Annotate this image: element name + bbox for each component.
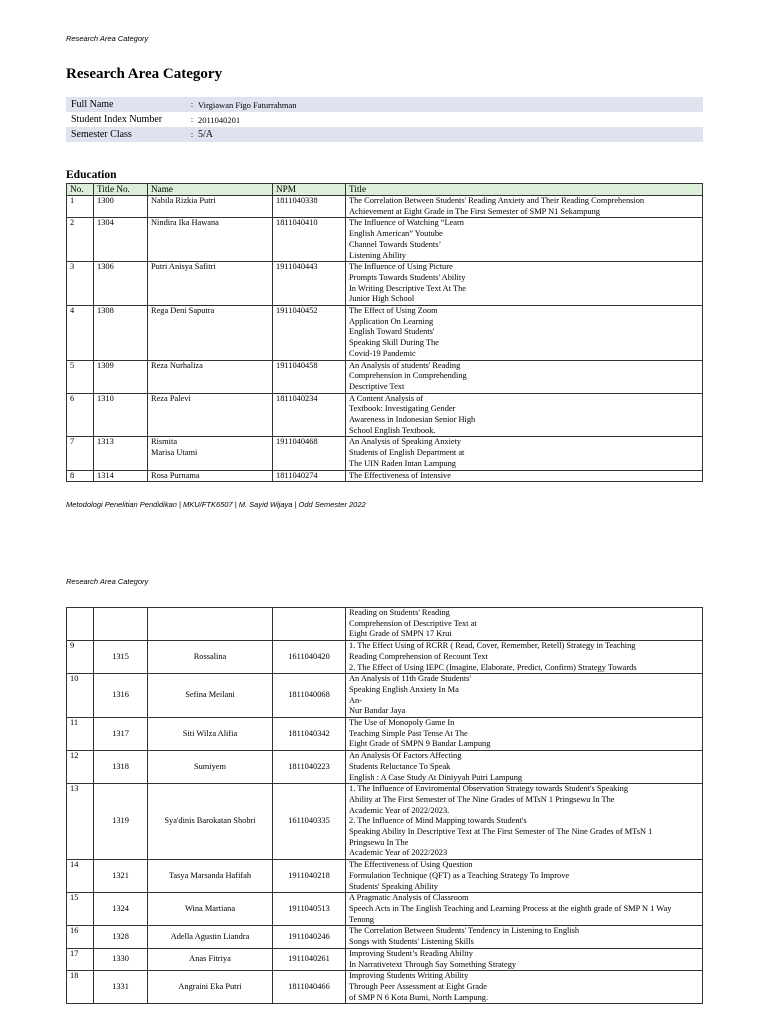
cell-no: 1 [67, 196, 94, 218]
cell-no: 10 [67, 674, 94, 718]
cell-no: 8 [67, 470, 94, 482]
index-row [66, 112, 703, 127]
cell-npm: 1811040342 [273, 718, 346, 751]
cell-title-no [94, 608, 148, 641]
cell-name: Wina Martiana [148, 893, 273, 926]
cell-npm: 1811040274 [273, 470, 346, 482]
cell-title-no: 1300 [94, 196, 148, 218]
cell-no: 3 [67, 262, 94, 306]
cell-name: Reza Nurhaliza [148, 360, 273, 393]
cell-npm: 1811040466 [273, 971, 346, 1004]
cell-name: Rossalina [148, 641, 273, 674]
research-table-page2 [66, 607, 703, 1004]
table-row-continued [67, 608, 703, 641]
cell-no: 14 [67, 860, 94, 893]
cell-title-no: 1321 [94, 860, 148, 893]
col-npm: NPM [273, 184, 346, 196]
cell-no: 18 [67, 971, 94, 1004]
cell-npm: 1811040338 [273, 196, 346, 218]
full-name-value: Virgiawan Figo Faturrahman [198, 99, 297, 110]
cell-title: An Analysis of students' Reading Comprehension in Comprehending Descriptive Text [346, 360, 703, 393]
table-row [67, 926, 703, 948]
cell-title-no: 1306 [94, 262, 148, 306]
cell-title-no: 1318 [94, 751, 148, 784]
table-row [67, 674, 703, 718]
cell-title: A Pragmatic Analysis of Classroom Speech Acts in The English Teaching and Learning Process at the eighth grade of SMP N 1 Way Tenong [346, 893, 703, 926]
col-no: No. [67, 184, 94, 196]
cell-title-no: 1317 [94, 718, 148, 751]
cell-name: Sefina Meilani [148, 674, 273, 718]
cell-no: 13 [67, 784, 94, 860]
full-name-row [66, 97, 703, 112]
cell-title-no: 1309 [94, 360, 148, 393]
cell-title: The Correlation Between Students' Tendency in Listening to English Songs with Students' Listening Skills [346, 926, 703, 948]
cell-title: The Effectiveness of Using Question Formulation Technique (QFT) as a Teaching Strategy To Improve Students' Speaking Ability [346, 860, 703, 893]
cell-npm: 1811040410 [273, 218, 346, 262]
cell-no: 9 [67, 641, 94, 674]
cell-name: Rismita Marisa Utami [148, 437, 273, 470]
cell-name: Tasya Marsanda Hafifah [148, 860, 273, 893]
page-footer: Metodologi Penelitian Pendidikan | MKU/FTK6507 | M. Sayid Wijaya | Odd Semester 2022 [66, 500, 366, 509]
cell-title: Improving Students Writing Ability Through Peer Assessment at Eight Grade of SMP N 6 Kota Bumi, North Lampung. [346, 971, 703, 1004]
cell-title-no: 1308 [94, 306, 148, 361]
cell-title: The Influence of Watching “Learn English American” Youtube Channel Towards Students’ Listening Ability [346, 218, 703, 262]
table-row [67, 893, 703, 926]
cell-title: 1. The Effect Using of RCRR ( Read, Cover, Remember, Retell) Strategy in Teaching Reading Comprehension of Recount Text 2. The Effect of Using IEPC (Imagine, Elaborate, Predict, Confirm) Strategy Towards [346, 641, 703, 674]
running-header-page2: Research Area Category [66, 577, 149, 586]
table-row [67, 196, 703, 218]
cell-no: 12 [67, 751, 94, 784]
col-title-no: Title No. [94, 184, 148, 196]
student-info [66, 97, 703, 142]
cell-title-no: 1316 [94, 674, 148, 718]
cell-no: 11 [67, 718, 94, 751]
cell-name: Nabila Rizkia Putri [148, 196, 273, 218]
class-label: Semester Class [71, 129, 132, 140]
cell-title: An Analysis of 11th Grade Students' Speaking English Anxiety In Ma An- Nur Bandar Jaya [346, 674, 703, 718]
cell-npm: 1611040335 [273, 784, 346, 860]
page-title: Research Area Category [66, 66, 223, 82]
cell-no: 7 [67, 437, 94, 470]
table-row [67, 437, 703, 470]
index-value: 2011040201 [198, 114, 241, 125]
cell-name: Siti Wilza Alifia [148, 718, 273, 751]
cell-npm: 1811040234 [273, 393, 346, 437]
cell-no: 5 [67, 360, 94, 393]
col-title: Title [346, 184, 703, 196]
cell-title: 1. The Influence of Enviromental Observation Strategy towards Student's Speaking Ability at The First Semester of The Nine Grades of MTsN 1 Pringsewu In The Academic Year of 2022/2023. 2. The Influence of Mind Mapping towards Student's Speaking Ability In Descriptive Text at The First Semester of The Nine Grades of MTsN 1 Pringsewu In The Academic Year of 2022/2023 [346, 784, 703, 860]
table-row [67, 860, 703, 893]
cell-title: An Analysis Of Factors Affecting Students Reluctance To Speak English : A Case Study At Diniyyah Putri Lampung [346, 751, 703, 784]
cell-name: Putri Anisya Safitri [148, 262, 273, 306]
cell-no [67, 608, 94, 641]
cell-title: The Correlation Between Students' Reading Anxiety and Their Reading Comprehension Achievement at Eight Grade in The First Semester of SMP N1 Sekampung [346, 196, 703, 218]
table-row [67, 784, 703, 860]
cell-name: Nindira Ika Hawana [148, 218, 273, 262]
cell-no: 16 [67, 926, 94, 948]
cell-title: Improving Student’s Reading Ability In Narrativetext Through Say Something Strategy [346, 948, 703, 970]
cell-title: The Effect of Using Zoom Application On Learning English Toward Students' Speaking Skill During The Covid-19 Pandemic [346, 306, 703, 361]
cell-npm: 1811040068 [273, 674, 346, 718]
cell-title-no: 1313 [94, 437, 148, 470]
table-row [67, 718, 703, 751]
class-row [66, 127, 703, 142]
cell-title: The Use of Monopoly Game In Teaching Simple Past Tense At The Eight Grade of SMPN 9 Bandar Lampung [346, 718, 703, 751]
cell-npm: 1911040468 [273, 437, 346, 470]
table-row [67, 306, 703, 361]
cell-no: 17 [67, 948, 94, 970]
cell-title-no: 1304 [94, 218, 148, 262]
cell-name: Rosa Purnama [148, 470, 273, 482]
cell-name: Anas Fitriya [148, 948, 273, 970]
table-row [67, 948, 703, 970]
cell-name: Reza Palevi [148, 393, 273, 437]
col-name: Name [148, 184, 273, 196]
cell-title: A Content Analysis of Textbook: Investigating Gender Awareness in Indonesian Senior High School English Textbook. [346, 393, 703, 437]
table-row [67, 470, 703, 482]
cell-no: 15 [67, 893, 94, 926]
cell-title-no: 1315 [94, 641, 148, 674]
full-name-label: Full Name [71, 99, 114, 110]
cell-no: 4 [67, 306, 94, 361]
cell-npm: 1911040261 [273, 948, 346, 970]
section-heading: Education [66, 169, 117, 181]
class-value: 5/A [198, 129, 213, 140]
cell-title-no: 1331 [94, 971, 148, 1004]
research-table-page1 [66, 183, 703, 482]
cell-npm: 1911040513 [273, 893, 346, 926]
table-row [67, 393, 703, 437]
running-header: Research Area Category [66, 34, 149, 43]
cell-npm: 1611040420 [273, 641, 346, 674]
table-row [67, 971, 703, 1004]
index-label: Student Index Number [71, 114, 163, 125]
cell-title-no: 1310 [94, 393, 148, 437]
cell-title-no: 1328 [94, 926, 148, 948]
cell-npm: 1911040443 [273, 262, 346, 306]
table-row [67, 751, 703, 784]
cell-npm [273, 608, 346, 641]
cell-name: Sumiyem [148, 751, 273, 784]
cell-title: The Effectiveness of Intensive [346, 470, 703, 482]
cell-title: Reading on Students' Reading Comprehension of Descriptive Text at Eight Grade of SMPN 17 Krui [346, 608, 703, 641]
cell-title-no: 1319 [94, 784, 148, 860]
cell-title: The Influence of Using Picture Prompts Towards Students' Ability In Writing Descriptive Text At The Junior High School [346, 262, 703, 306]
cell-no: 2 [67, 218, 94, 262]
cell-npm: 1911040218 [273, 860, 346, 893]
cell-npm: 1911040458 [273, 360, 346, 393]
cell-name: Angraini Eka Putri [148, 971, 273, 1004]
colon: : [190, 100, 194, 109]
cell-name: Adella Agustin Liandra [148, 926, 273, 948]
cell-name: Rega Deni Saputra [148, 306, 273, 361]
cell-title-no: 1314 [94, 470, 148, 482]
colon: : [190, 130, 194, 139]
cell-title-no: 1330 [94, 948, 148, 970]
colon: : [190, 115, 194, 124]
cell-no: 6 [67, 393, 94, 437]
cell-title-no: 1324 [94, 893, 148, 926]
table-row [67, 360, 703, 393]
cell-name [148, 608, 273, 641]
cell-npm: 1811040223 [273, 751, 346, 784]
cell-name: Sya'dinis Barokatan Shobri [148, 784, 273, 860]
cell-title: An Analysis of Speaking Anxiety Students of English Department at The UIN Raden Intan Lampung [346, 437, 703, 470]
cell-npm: 1911040246 [273, 926, 346, 948]
cell-npm: 1911040452 [273, 306, 346, 361]
table-row [67, 262, 703, 306]
table-row [67, 218, 703, 262]
table-row [67, 641, 703, 674]
table-header-row [67, 184, 703, 196]
